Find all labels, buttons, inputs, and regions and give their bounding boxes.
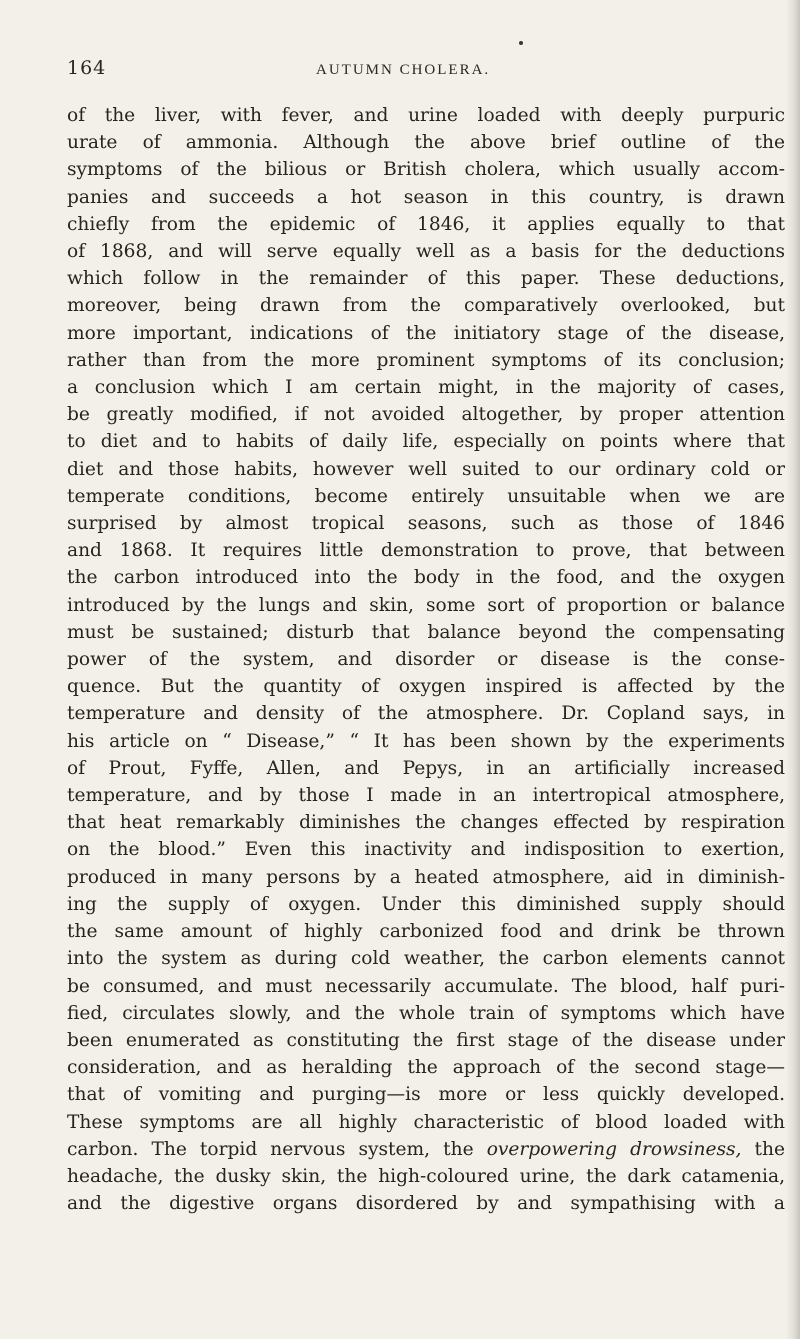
text-line: power of the system, and disorder or disease is the conse- bbox=[67, 649, 785, 671]
text-line: a conclusion which I am certain might, in the majority of cases, bbox=[67, 377, 785, 399]
italic-phrase: overpowering drowsiness, bbox=[486, 1138, 742, 1160]
text-line: temperature, and by those I made in an intertropical atmosphere, bbox=[67, 785, 785, 807]
running-head: AUTUMN CHOLERA. bbox=[316, 62, 491, 78]
text-line: his article on “ Disease,” “ It has been shown by the experiments bbox=[67, 730, 785, 752]
text-line: symptoms of the bilious or British cholera, which usually accom- bbox=[67, 159, 785, 181]
text-line: must be sustained; disturb that balance beyond the compensating bbox=[67, 621, 785, 643]
text-line: of Prout, Fyffe, Allen, and Pepys, in an artificially increased bbox=[67, 757, 785, 779]
page-edge-shadow bbox=[786, 0, 800, 1339]
text-fragment: carbon. The torpid nervous system, the bbox=[67, 1138, 487, 1160]
text-line: that heat remarkably diminishes the changes effected by respiration bbox=[67, 812, 785, 834]
text-line: fied, circulates slowly, and the whole train of symptoms which have bbox=[67, 1002, 785, 1024]
text-line: consideration, and as heralding the approach of the second stage— bbox=[67, 1057, 785, 1079]
body-text bbox=[67, 102, 785, 1217]
text-line: more important, indications of the initiatory stage of the disease, bbox=[67, 322, 785, 344]
text-fragment: the bbox=[741, 1138, 785, 1160]
text-line: that of vomiting and purging—is more or less quickly developed. bbox=[67, 1084, 785, 1106]
text-line: be consumed, and must necessarily accumulate. The blood, half puri- bbox=[67, 975, 785, 997]
text-line: into the system as during cold weather, the carbon elements cannot bbox=[67, 948, 785, 970]
text-line: rather than from the more prominent symptoms of its conclusion; bbox=[67, 349, 785, 371]
print-speck bbox=[519, 41, 523, 45]
text-line: the carbon introduced into the body in the food, and the oxygen bbox=[67, 567, 785, 589]
text-line: introduced by the lungs and skin, some sort of proportion or balance bbox=[67, 594, 785, 616]
text-line: chiefly from the epidemic of 1846, it applies equally to that bbox=[67, 213, 785, 235]
text-line: urate of ammonia. Although the above brief outline of the bbox=[67, 132, 785, 154]
text-line: ing the supply of oxygen. Under this diminished supply should bbox=[67, 893, 785, 915]
text-line: These symptoms are all highly characteristic of blood loaded with bbox=[67, 1111, 785, 1133]
text-line: to diet and to habits of daily life, especially on points where that bbox=[67, 431, 785, 453]
text-line: been enumerated as constituting the first stage of the disease under bbox=[67, 1029, 785, 1051]
page-number: 164 bbox=[67, 57, 107, 79]
text-line: and 1868. It requires little demonstration to prove, that between bbox=[67, 540, 785, 562]
text-line-with-italic bbox=[67, 1136, 785, 1163]
text-line: the same amount of highly carbonized food and drink be thrown bbox=[67, 921, 785, 943]
text-line: and the digestive organs disordered by and sympathising with a bbox=[67, 1193, 785, 1215]
text-line: surprised by almost tropical seasons, such as those of 1846 bbox=[67, 513, 785, 535]
text-line: diet and those habits, however well suited to our ordinary cold or bbox=[67, 458, 785, 480]
text-line: which follow in the remainder of this paper. These deductions, bbox=[67, 268, 785, 290]
text-line: be greatly modified, if not avoided altogether, by proper attention bbox=[67, 404, 785, 426]
text-line: temperature and density of the atmosphere. Dr. Copland says, in bbox=[67, 703, 785, 725]
text-line: of 1868, and will serve equally well as a basis for the deductions bbox=[67, 241, 785, 263]
text-line: headache, the dusky skin, the high-coloured urine, the dark catamenia, bbox=[67, 1165, 785, 1187]
text-line: moreover, being drawn from the comparatively overlooked, but bbox=[67, 295, 785, 317]
text-line: on the blood.” Even this inactivity and indisposition to exertion, bbox=[67, 839, 785, 861]
text-line: temperate conditions, become entirely unsuitable when we are bbox=[67, 485, 785, 507]
text-line: of the liver, with fever, and urine loaded with deeply purpuric bbox=[67, 105, 785, 126]
text-line: produced in many persons by a heated atmosphere, aid in diminish- bbox=[67, 866, 785, 888]
text-line: quence. But the quantity of oxygen inspired is affected by the bbox=[67, 676, 785, 698]
text-line: panies and succeeds a hot season in this country, is drawn bbox=[67, 186, 785, 208]
